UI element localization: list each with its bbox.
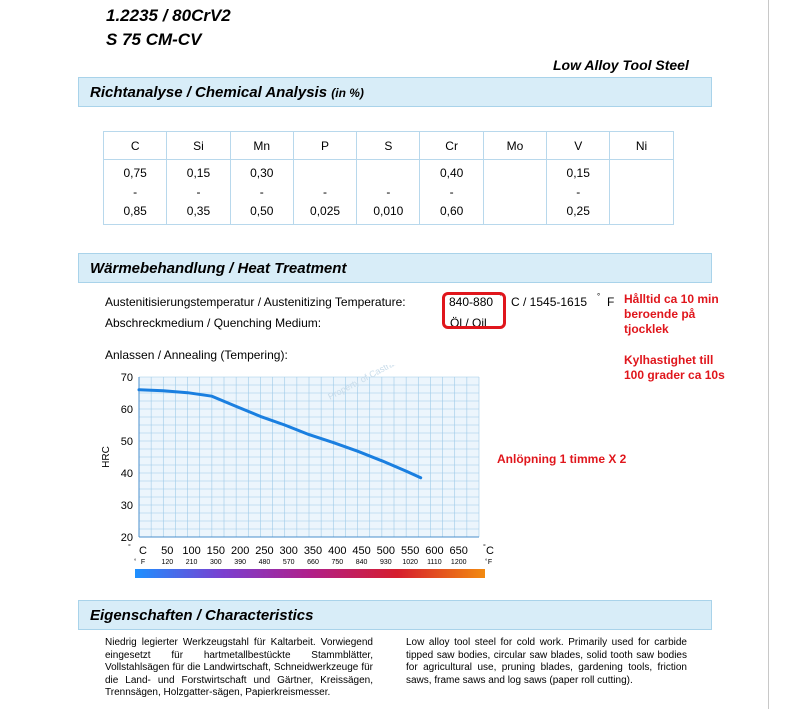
x-tick-label-fahrenheit: 570: [282, 559, 295, 566]
x-tick-label-fahrenheit: 660: [307, 559, 319, 566]
quench-label: Abschreckmedium / Quenching Medium:: [105, 316, 322, 330]
x-tick-label-celsius: 100: [182, 545, 201, 557]
x-unit-fahrenheit: F: [140, 559, 146, 566]
page-edge: [768, 0, 769, 709]
tempering-chart: [95, 365, 500, 580]
note-line: tjocklek: [624, 322, 669, 336]
table-header-cell: V: [547, 132, 610, 160]
note-hold-time: [624, 292, 719, 337]
x-tick-label-fahrenheit: 1200: [450, 559, 467, 566]
section-title: Richtanalyse / Chemical Analysis: [90, 84, 328, 101]
x-unit-celsius: C: [486, 545, 494, 557]
table-cell: 0,35: [167, 198, 230, 225]
austenitizing-label: Austenitisierungstemperatur / Austenitizing Temperature:: [105, 295, 406, 309]
table-header-cell: Mn: [230, 132, 293, 160]
degree-sign: °: [597, 292, 601, 301]
grade-number: 1.2235 / 80CrV2: [106, 6, 231, 25]
note-line: 100 grader ca 10s: [624, 368, 725, 382]
table-cell: 0,15: [547, 160, 610, 187]
table-cell: 0,75: [104, 160, 167, 187]
table-cell: 0,30: [230, 160, 293, 187]
x-tick-label-celsius: 150: [206, 545, 226, 557]
section-characteristics: [78, 600, 712, 630]
x-tick-label-fahrenheit: 120: [161, 559, 174, 566]
table-cell: 0,25: [547, 198, 610, 225]
table-cell: -: [357, 186, 420, 198]
table-cell: 0,85: [104, 198, 167, 225]
x-tick-label-celsius: 250: [255, 545, 274, 557]
table-row-min: [104, 160, 674, 187]
y-tick-label: 40: [120, 468, 133, 480]
table-cell: -: [230, 186, 293, 198]
x-tick-label-celsius: 350: [303, 545, 323, 557]
y-tick-label: 60: [120, 404, 133, 416]
note-line: Hålltid ca 10 min: [624, 292, 719, 306]
y-tick-label: 50: [120, 436, 133, 448]
table-header-cell: Si: [167, 132, 230, 160]
degree-sign: °: [483, 544, 486, 551]
table-header-cell: S: [357, 132, 420, 160]
table-row-max: [104, 198, 674, 225]
table-cell: [483, 160, 546, 187]
x-tick-label-celsius: 400: [328, 545, 347, 557]
note-tempering: Anlöpning 1 timme X 2: [497, 452, 627, 466]
chemical-analysis-table: [103, 131, 674, 225]
x-tick-label-celsius: 650: [449, 545, 468, 557]
table-cell: [610, 198, 673, 225]
x-tick-label-fahrenheit: 840: [355, 559, 368, 566]
y-tick-label: 70: [120, 372, 133, 384]
steel-category: Low Alloy Tool Steel: [553, 57, 689, 73]
x-tick-label-fahrenheit: 930: [380, 559, 392, 566]
table-cell: [293, 160, 356, 187]
note-cooling: [624, 353, 725, 383]
annealing-label: Anlassen / Annealing (Tempering):: [105, 348, 288, 362]
grade-name: S 75 CM-CV: [106, 30, 202, 49]
temperature-color-bar: [135, 569, 485, 578]
table-cell: 0,010: [357, 198, 420, 225]
x-tick-label-celsius: 500: [376, 545, 396, 557]
table-cell: -: [167, 186, 230, 198]
x-unit-celsius: C: [139, 545, 147, 557]
table-cell: -: [104, 186, 167, 198]
table-header-cell: Mo: [483, 132, 546, 160]
table-row-dash: [104, 186, 674, 198]
y-tick-label: 30: [120, 500, 133, 512]
y-tick-label: 20: [120, 532, 133, 544]
section-heat-treatment: [78, 253, 712, 283]
table-cell: [483, 186, 546, 198]
x-tick-label-fahrenheit: 300: [210, 559, 222, 566]
unit-fahrenheit: F: [607, 295, 615, 309]
x-tick-label-celsius: 200: [230, 545, 250, 557]
x-tick-label-celsius: 550: [400, 545, 420, 557]
degree-sign: °: [128, 544, 131, 551]
section-title: Wärmebehandlung / Heat Treatment: [90, 260, 347, 277]
table-cell: -: [293, 186, 356, 198]
table-cell: 0,025: [293, 198, 356, 225]
x-tick-label-fahrenheit: 1020: [402, 559, 418, 566]
x-tick-label-fahrenheit: 390: [234, 559, 246, 566]
table-cell: [610, 186, 673, 198]
table-header-cell: P: [293, 132, 356, 160]
degree-sign: °: [134, 559, 137, 565]
austenitizing-fahrenheit: C / 1545-1615: [511, 295, 588, 309]
section-unit: (in %): [331, 86, 364, 100]
highlight-circle: [442, 292, 506, 329]
y-axis-label: HRC: [101, 446, 112, 468]
note-line: beroende på: [624, 307, 696, 321]
x-tick-label-fahrenheit: 210: [185, 559, 198, 566]
table-cell: 0,60: [420, 198, 483, 225]
quench-value: Öl / Oil: [450, 316, 487, 330]
note-line: Kylhastighet till: [624, 353, 714, 367]
table-cell: 0,50: [230, 198, 293, 225]
austenitizing-value: 840-880: [449, 295, 494, 309]
table-cell: [357, 160, 420, 187]
characteristics-english: Low alloy tool steel for cold work. Primarily used for carbide tipped saw bodies, circular saw blades, solid tooth saw bodies for agricultural use, pruning blades, gardening tools, friction saws, frame saws and log saws (paper roll cutting).: [406, 637, 687, 686]
degree-sign: °: [485, 559, 488, 565]
x-unit-fahrenheit: F: [487, 559, 493, 566]
table-cell: [483, 198, 546, 225]
x-tick-label-fahrenheit: 480: [258, 559, 271, 566]
table-cell: 0,15: [167, 160, 230, 187]
table-header-cell: C: [104, 132, 167, 160]
characteristics-german: Niedrig legierter Werkzeugstahl für Kaltarbeit. Vorwiegend eingesetzt für hartmetallbestückte Stammblätter, Vollstahlsägen für die Landwirtschaft, Schneidwerkzeuge für die Land- und Forstwirtschaft und Gärtner, Kreissägen, Trennsägen, Holzgatter-sägen, Papierkreismesser.: [105, 637, 373, 699]
x-tick-label-fahrenheit: 750: [331, 559, 344, 566]
table-cell: 0,40: [420, 160, 483, 187]
x-tick-label-celsius: 600: [425, 545, 444, 557]
table-header-cell: Cr: [420, 132, 483, 160]
x-tick-label-celsius: 50: [161, 545, 174, 557]
x-tick-label-celsius: 300: [279, 545, 298, 557]
section-title: Eigenschaften / Characteristics: [90, 607, 314, 624]
table-cell: [610, 160, 673, 187]
x-tick-label-fahrenheit: 1110: [427, 559, 442, 566]
table-header-row: [104, 132, 674, 160]
table-header-cell: Ni: [610, 132, 673, 160]
table-cell: -: [420, 186, 483, 198]
section-chemical-analysis: [78, 77, 712, 107]
table-cell: -: [547, 186, 610, 198]
x-tick-label-celsius: 450: [352, 545, 371, 557]
degree-sign: °: [499, 292, 503, 301]
